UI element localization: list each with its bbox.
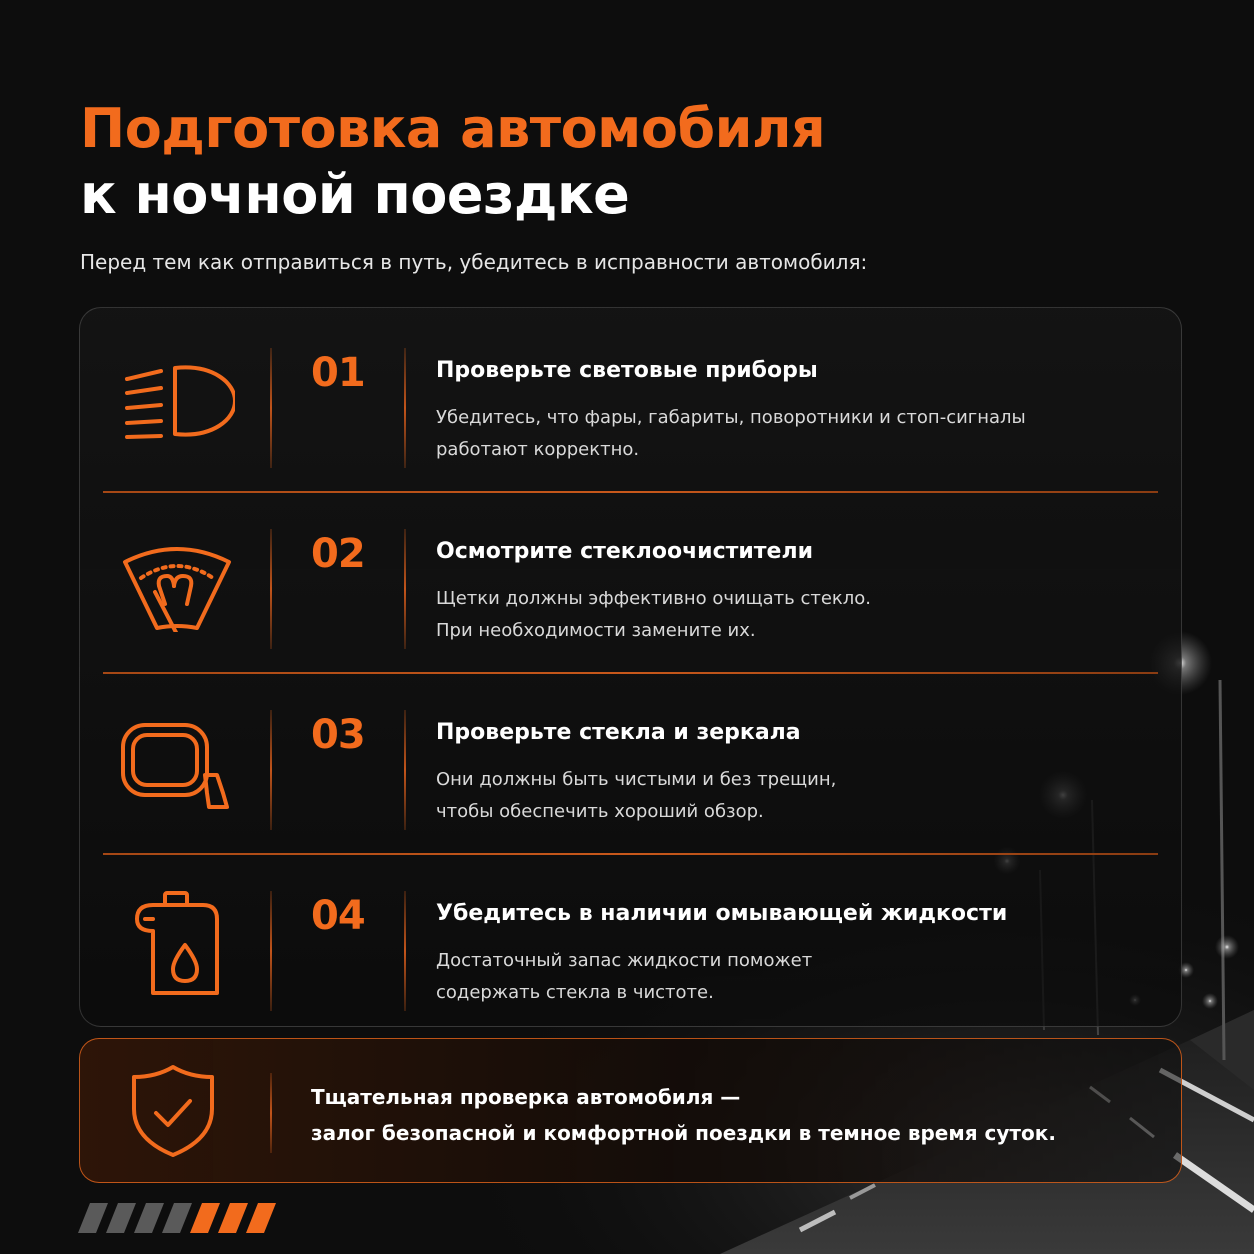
divider [270,1073,272,1153]
step-description-line-2: чтобы обеспечить хороший обзор. [436,801,764,822]
checklist-item-2 [103,493,1158,674]
divider [270,891,272,1011]
step-title: Осмотрите стеклоочистители [436,539,813,564]
step-title: Проверьте стекла и зеркала [436,720,801,745]
divider [404,891,406,1011]
step-description-line-1: Щетки должны эффективно очищать стекло. [436,588,872,609]
windshield-wiper-icon [117,523,235,641]
checklist-item-3 [103,674,1158,855]
step-description [436,945,1136,1009]
divider [270,348,272,468]
title-line-1: Подготовка автомобиля [80,97,826,160]
washer-fluid-canister-icon [117,885,235,1003]
shield-check-icon [128,1063,218,1159]
step-description-line-2: работают корректно. [436,439,640,460]
step-title: Убедитесь в наличии омывающей жидкости [436,901,1008,926]
divider [404,529,406,649]
step-description-line-2: При необходимости замените их. [436,620,756,641]
page-title [80,96,825,228]
step-description-line-1: Они должны быть чистыми и без трещин, [436,769,837,790]
checklist-item-4 [103,855,1158,1036]
step-number: 01 [311,350,365,396]
step-description [436,402,1136,466]
safety-note-line-2: залог безопасной и комфортной поездки в темное время суток. [311,1121,1056,1145]
safety-note-line-1: Тщательная проверка автомобиля — [311,1085,741,1109]
divider [404,710,406,830]
divider [404,348,406,468]
divider [270,529,272,649]
subtitle: Перед тем как отправиться в путь, убедитесь в исправности автомобиля: [80,250,868,274]
step-description-line-1: Убедитесь, что фары, габариты, поворотники и стоп-сигналы [436,407,1026,428]
title-line-2: к ночной поездке [80,163,630,226]
divider [270,710,272,830]
checklist-item-1 [103,312,1158,493]
safety-note-text [311,1079,1056,1151]
step-description-line-1: Достаточный запас жидкости поможет [436,950,813,971]
step-title: Проверьте световые приборы [436,358,818,383]
decorative-stripes [78,1203,278,1233]
step-description [436,764,1136,828]
safety-note [79,1038,1182,1183]
step-number: 02 [311,531,365,577]
headlight-icon [117,342,235,460]
side-mirror-icon [117,704,235,822]
step-number: 03 [311,712,365,758]
step-number: 04 [311,893,365,939]
step-description [436,583,1136,647]
step-description-line-2: содержать стекла в чистоте. [436,982,714,1003]
